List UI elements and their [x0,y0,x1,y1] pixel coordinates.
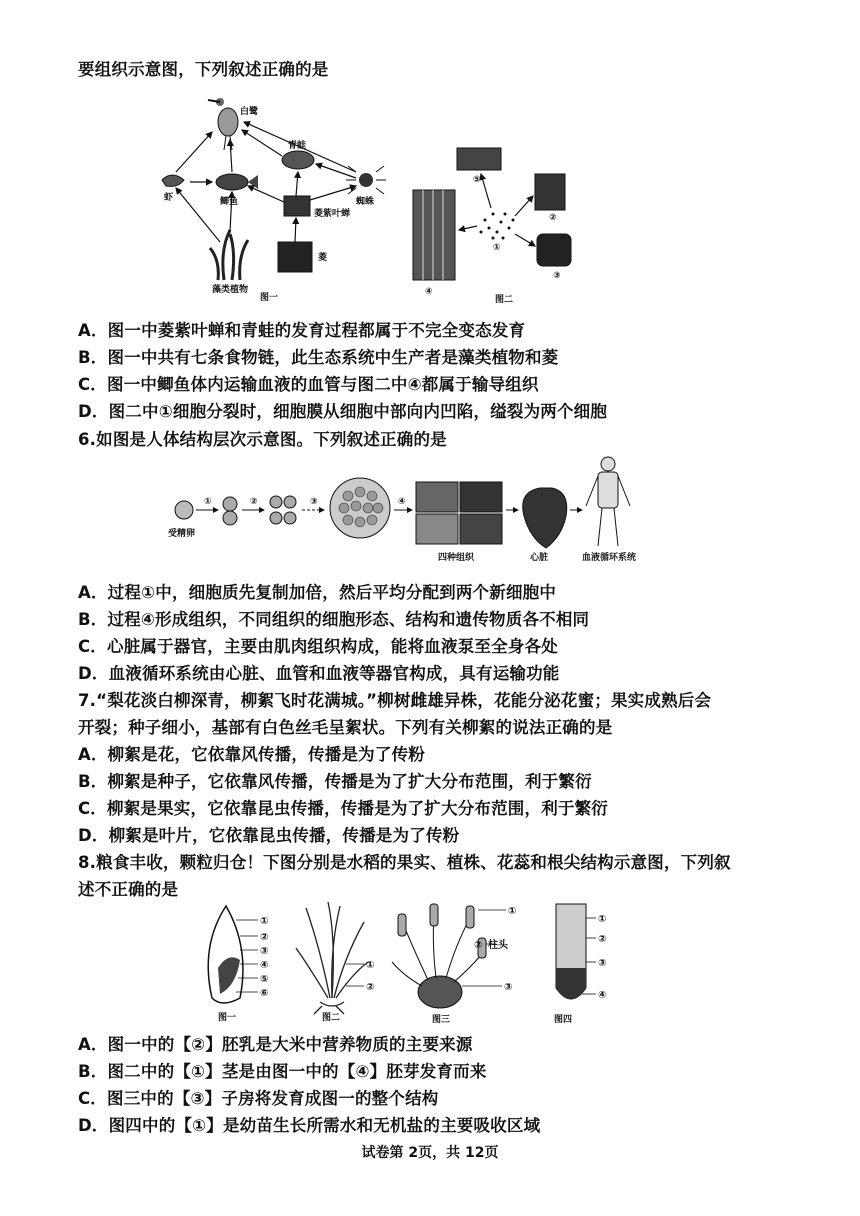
rice-plant-icon [296,902,368,1014]
svg-text:③: ③ [553,271,561,281]
q8-option-d: D．图四中的【①】是幼苗生长所需水和无机盐的主要吸收区域 [78,1116,541,1135]
q7-stem-line1: 7.“梨花淡白柳深青，柳絮飞时花满城。”柳树雌雄异株，花能分泌花蜜；果实成熟后会 [78,691,712,710]
tissue-5-icon [457,148,501,170]
svg-text:④: ④ [598,990,607,1001]
q5-option-c: C．图一中鲫鱼体内运输血液的血管与图二中④都属于输导组织 [78,375,539,394]
svg-text:⑤: ⑤ [473,175,481,185]
water-chestnut-icon [278,242,312,272]
svg-text:①: ① [366,960,375,971]
tissue-figure [405,140,605,305]
tissue-2-icon [535,174,565,210]
q7-option-a: A．柳絮是花，它依靠风传播，传播是为了传粉 [78,745,425,764]
q8-option-b: B．图二中的【①】茎是由图一中的【④】胚芽发育而来 [78,1062,487,1081]
svg-text:④: ④ [398,497,406,507]
svg-text:⑥: ⑥ [260,988,269,999]
tissue-4-icon [413,190,455,280]
egret-icon [208,98,238,150]
zygote-label: 受精卵 [168,529,196,539]
human-body-icon [586,457,630,546]
tissue-icon [416,482,458,512]
system-label: 血液循环系统 [582,553,637,563]
shrimp-icon [162,175,184,186]
svg-text:①: ① [260,916,269,927]
water-chestnut-label: 菱 [318,253,328,263]
svg-text:①: ① [493,243,501,253]
rice-structures-figure [196,898,626,1026]
q5-option-b: B．图一中共有七条食物链，此生态系统中生产者是藻类植物和菱 [78,348,559,367]
svg-text:③: ③ [504,982,513,993]
svg-text:①: ① [204,497,212,507]
q5-option-d: D．图二中①细胞分裂时，细胞膜从细胞中部向内凹陷，缢裂为两个细胞 [78,402,608,421]
svg-text:②: ② [549,213,557,223]
fig8-2-caption: 图二 [322,1013,341,1023]
human-structure-figure [168,452,668,570]
q7-stem-line2: 开裂；种子细小，基部有白色丝毛呈絮状。下列有关柳絮的说法正确的是 [78,718,613,737]
frog-icon [282,151,314,169]
svg-text:②: ② [250,497,258,507]
q6-option-b: B．过程④形成组织，不同组织的细胞形态、结构和遗传物质各不相同 [78,610,590,629]
svg-text:②: ② [474,940,483,951]
fig8-3-caption: 图三 [432,1015,451,1025]
svg-text:①: ① [598,914,607,925]
q6-option-c: C．心脏属于器官，主要由肌肉组织构成，能将血液泵至全身各处 [78,637,558,656]
q8-option-c: C．图三中的【③】子房将发育成图一的整个结构 [78,1089,439,1108]
svg-text:②: ② [366,982,375,993]
tissues-label: 四种组织 [438,553,475,563]
page-footer: 试卷第 2页，共 12页 [361,1145,499,1161]
cells-1-icon [480,213,515,240]
svg-text:③: ③ [260,946,269,957]
spider-label: 蜘蛛 [356,197,375,207]
q7-option-c: C．柳絮是果实，它依靠昆虫传播，传播是为了扩大分布范围，利于繁衍 [78,799,609,818]
egret-label: 白鹭 [240,107,259,117]
svg-text:②: ② [598,934,607,945]
fig2-caption: 图二 [495,295,514,305]
shrimp-label: 虾 [164,193,174,203]
q8-stem-line1: 8.粮食丰收，颗粒归仓！下图分别是水稻的果实、植株、花蕊和根尖结构示意图，下列叙 [78,853,731,872]
intro-line: 要组织示意图，下列叙述正确的是 [78,60,329,79]
tissue-3-icon [537,234,571,266]
q8-option-a: A．图一中的【②】胚乳是大米中营养物质的主要来源 [78,1035,473,1054]
svg-text:④: ④ [425,287,433,297]
food-web-figure [150,92,400,302]
q6-option-a: A．过程①中，细胞质先复制加倍，然后平均分配到两个新细胞中 [78,583,557,602]
carp-label: 鲫鱼 [220,197,239,207]
q6-option-d: D．血液循环系统由心脏、血管和血液等器官构成，具有运输功能 [78,664,560,683]
q7-option-d: D．柳絮是叶片，它依靠昆虫传播，传播是为了传粉 [78,826,460,845]
heart-icon [523,488,567,548]
frog-label: 青蛙 [288,141,307,151]
fig8-4-caption: 图四 [554,1015,573,1025]
svg-text:③: ③ [310,497,318,507]
svg-text:③: ③ [598,958,607,969]
fig8-1-caption: 图一 [218,1013,237,1023]
q7-option-b: B．柳絮是种子，它依靠风传播，传播是为了扩大分布范围，利于繁衍 [78,772,592,791]
svg-text:⑤: ⑤ [260,974,269,985]
zygote-icon [175,501,193,519]
algae-label: 藻类植物 [212,285,249,295]
rice-flower-icon [392,904,486,1008]
leafhopper-label: 菱紫叶蝉 [314,209,351,219]
fig1-caption: 图一 [260,293,279,302]
heart-label: 心脏 [530,553,549,563]
leafhopper-icon [284,196,310,216]
q5-option-a: A．图一中菱紫叶蝉和青蛙的发育过程都属于不完全变态发育 [78,321,526,340]
svg-text:②: ② [260,932,269,943]
q6-stem: 6.如图是人体结构层次示意图。下列叙述正确的是 [78,430,447,449]
svg-text:④: ④ [260,960,269,971]
q8-stem-line2: 述不正确的是 [78,880,179,899]
stigma-label: 柱头 [488,940,508,951]
svg-text:①: ① [508,906,517,917]
